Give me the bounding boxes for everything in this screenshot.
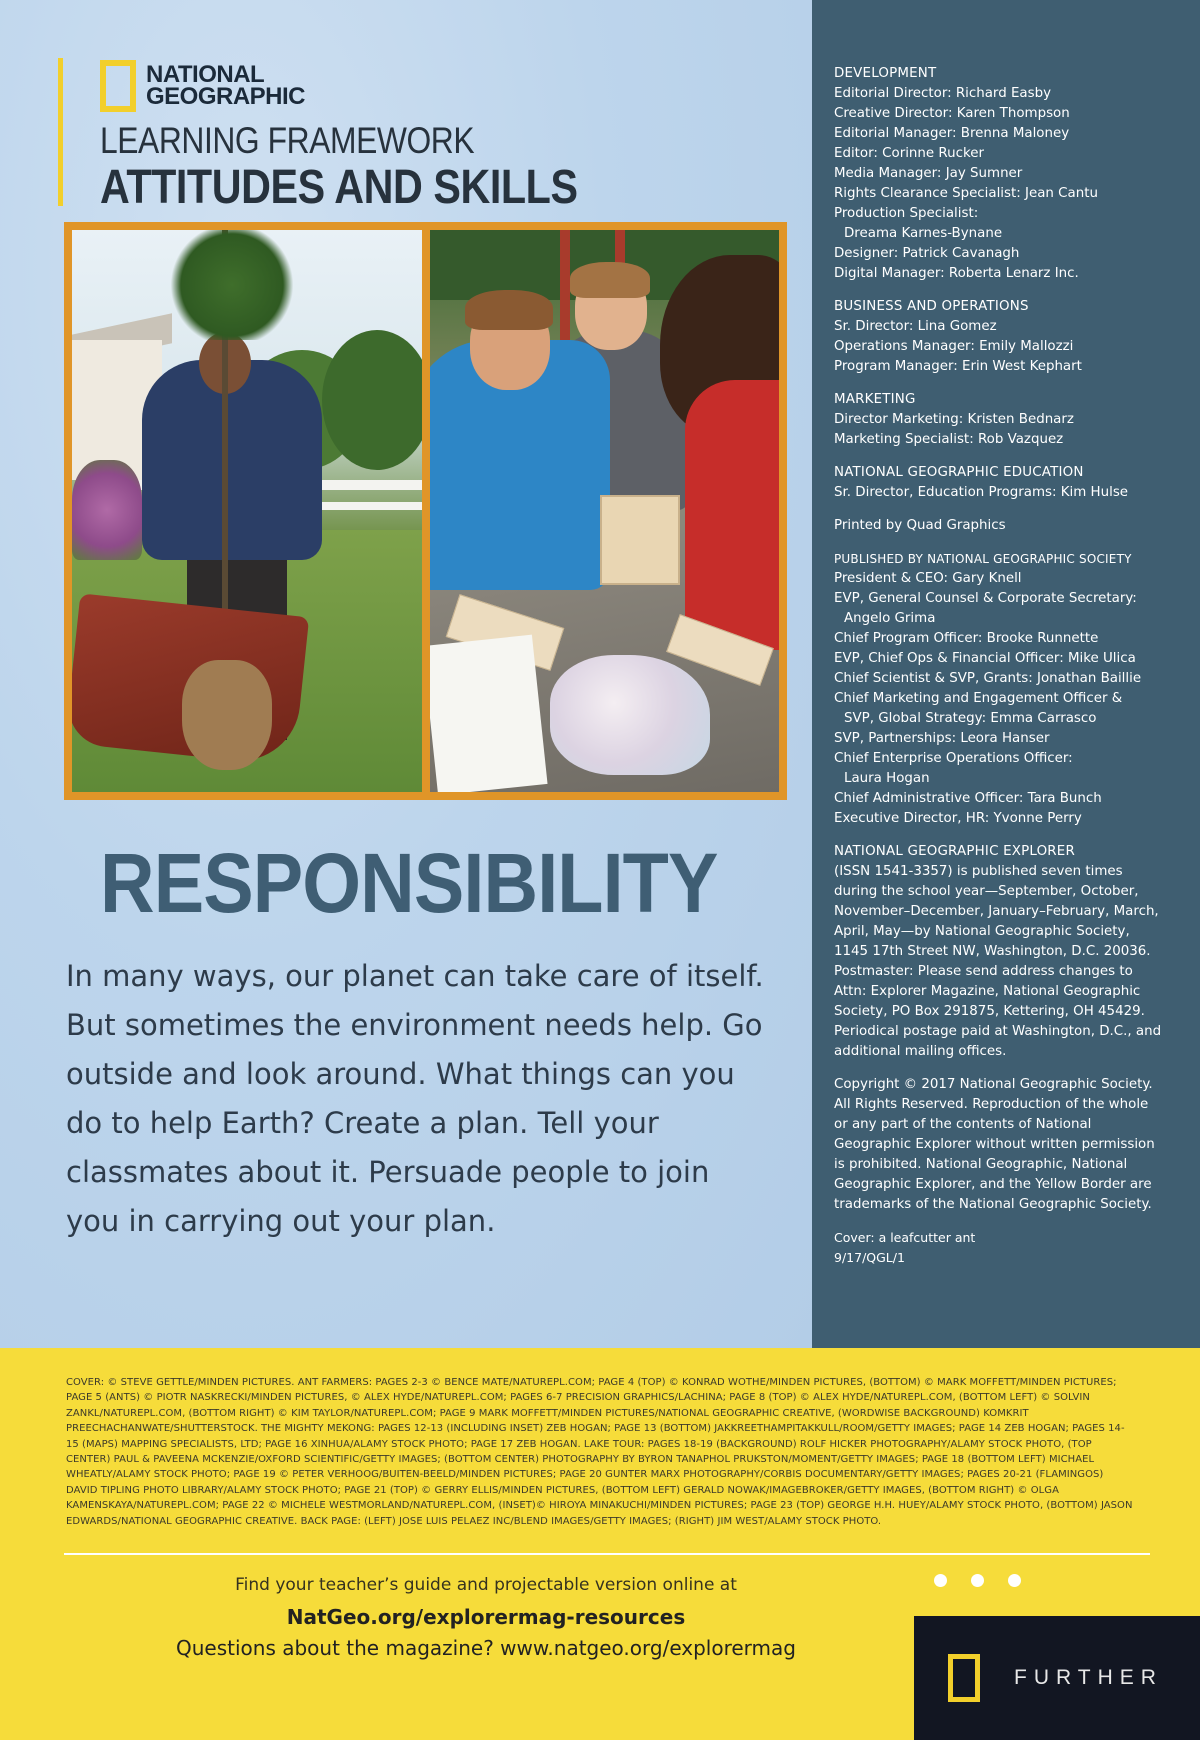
masthead-business <box>834 297 1200 377</box>
background-tree-shape <box>322 330 422 470</box>
masthead-copyright <box>834 1075 1200 1215</box>
national-geographic-logo <box>100 58 305 114</box>
masthead-line: Production Specialist: <box>834 206 979 221</box>
masthead-society <box>834 549 1200 829</box>
photo-kids-building-birdhouse <box>430 230 779 792</box>
headline: RESPONSIBILITY <box>100 836 718 930</box>
masthead-line: SVP, Partnerships: Leora Hanser <box>834 731 1050 746</box>
masthead-explorer <box>834 842 1200 1062</box>
series-title: LEARNING FRAMEWORK <box>100 120 475 161</box>
photo-credits: COVER: © STEVE GETTLE/MINDEN PICTURES. ANT FARMERS: PAGES 2-3 © BENCE MATE/NATUREPL.COM; PAGE 4 (TOP) © KONRAD WOTHE/MINDEN PICTURES, (BOTTOM) © MARK MOFFETT/MINDEN PICTURES; PAGE 5 (ANTS) © PIOTR NASKRECKI/MINDEN PICTURES, © ALEX HYDE/NATUREPL.COM; PAGES 6-7 PRECISION GRAPHICS/LACHINA; PAGE 8 (TOP) © ALEX HYDE/NATUREPL.COM, (BOTTOM LEFT) © SOLVIN ZANKL/NATUREPL.COM, (BOTTOM RIGHT) © KIM TAYLOR/NATUREPL.COM; PAGE 9 MARK MOFFETT/MINDEN PICTURES/NATIONAL GEOGRAPHIC CREATIVE, (WORDWISE BACKGROUND) KOMKRIT PREECHACHANWATE/SHUTTERSTOCK. THE MIGHTY MEKONG: PAGES 12-13 (INCLUDING INSET) ZEB HOGAN; PAGE 13 (BOTTOM) JAKKREETHAMPITAKKULL/ROOM/GETTY IMAGES; PAGE 14 ZEB HOGAN; PAGES 14-15 (MAPS) MAPPING SPECIALISTS, LTD; PAGE 16 XINHUA/ALAMY STOCK PHOTO; PAGE 17 ZEB HOGAN. LAKE TOUR: PAGES 18-19 (BACKGROUND) ROLF HICKER PHOTOGRAPHY/ALAMY STOCK PHOTO, (TOP CENTER) PAUL & PAVEENA MCKENZIE/OXFORD SCIENTIFIC/GETTY IMAGES; (BOTTOM CENTER) PHOTOGRAPHY BY BYRON TANAPHOL PRUKSTON/MOMENT/GETTY IMAGES; PAGE 18 (BOTTOM LEFT) MICHAEL WHEATLY/ALAMY STOCK PHOTO; PAGE 19 © PETER VERHOOG/BUITEN-BEELD/MINDEN PICTURES; PAGE 20 GUNTER MARX PHOTOGRAPHY/CORBIS DOCUMENTARY/GETTY IMAGES; PAGES 20-21 (FLAMINGOS) DAVID TIPLING PHOTO LIBRARY/ALAMY STOCK PHOTO; PAGE 21 (TOP) © GERRY ELLIS/MINDEN PICTURES, (BOTTOM LEFT) GERALD NOWAK/IMAGEBROKER/GETTY IMAGES, (BOTTOM RIGHT) © OLGA KAMENSKAYA/NATUREPL.COM; PAGE 22 © MICHELE WESTMORLAND/NATUREPL.COM, (INSET)© HIROYA MINAKUCHI/MINDEN PICTURES; PAGE 23 (TOP) GEORGE H.H. HUEY/ALAMY STOCK PHOTO, (BOTTOM) JASON EDWARDS/NATIONAL GEOGRAPHIC CREATIVE. BACK PAGE: (LEFT) JOSE LUIS PELAEZ INC/BLEND IMAGES/GETTY IMAGES; (RIGHT) JIM WEST/ALAMY STOCK PHOTO. <box>66 1377 1133 1527</box>
masthead-line: Executive Director, HR: Yvonne Perry <box>834 811 1082 826</box>
masthead-development <box>834 64 1200 284</box>
masthead-line: EVP, General Counsel & Corporate Secretary: <box>834 591 1137 606</box>
masthead-line: President & CEO: Gary Knell <box>834 571 1022 586</box>
paper-sheet-shape <box>430 635 548 792</box>
sapling-leaves-shape <box>167 230 297 340</box>
masthead-line: Editorial Director: Richard Easby <box>834 86 1052 101</box>
masthead-line: Sr. Director: Lina Gomez <box>834 319 997 334</box>
yellow-border-icon <box>100 60 136 112</box>
masthead-line: Designer: Patrick Cavanagh <box>834 246 1020 261</box>
masthead-line: Media Manager: Jay Sumner <box>834 166 1023 181</box>
masthead-line: Marketing Specialist: Rob Vazquez <box>834 432 1064 447</box>
yellow-border-icon <box>948 1654 980 1702</box>
copyright-statement: Copyright © 2017 National Geographic Society. All Rights Reserved. Reproduction of the whole or any part of the contents of National Geographic Explorer without written permission is prohibited. National Geographic, National Geographic Explorer, and the Yellow Border are trademarks of the National Geographic Society. <box>834 1077 1155 1212</box>
masthead-line: Laura Hogan <box>844 771 930 786</box>
photo-boy-planting-tree <box>72 230 422 792</box>
masthead-line: Operations Manager: Emily Mallozzi <box>834 339 1074 354</box>
further-label: FURTHER <box>1014 1666 1163 1689</box>
section-heading: MARKETING <box>834 392 916 407</box>
masthead-line: Dreama Karnes-Bynane <box>844 226 1003 241</box>
body-text: In many ways, our planet can take care of itself. But sometimes the environment needs help. Go outside and look around. What things can you do to help Earth? Create a plan. Tell your classmates about it. Persuade people to join you in carrying out your plan. <box>66 959 764 1238</box>
masthead-line: Digital Manager: Roberta Lenarz Inc. <box>834 266 1079 281</box>
masthead-line: Editor: Corinne Rucker <box>834 146 984 161</box>
masthead-line: Chief Scientist & SVP, Grants: Jonathan Baillie <box>834 671 1142 686</box>
birdhouse-shape <box>600 495 680 585</box>
printed-by: Printed by Quad Graphics <box>834 518 1006 533</box>
dot-icon <box>1008 1574 1021 1587</box>
masthead-line: Editorial Manager: Brenna Maloney <box>834 126 1070 141</box>
magazine-questions-link[interactable]: Questions about the magazine? www.natgeo.org/explorermag <box>176 1636 796 1660</box>
masthead-line: Chief Administrative Officer: Tara Bunch <box>834 791 1102 806</box>
masthead-line: EVP, Chief Ops & Financial Officer: Mike Ulica <box>834 651 1136 666</box>
masthead-line: Chief Marketing and Engagement Officer & <box>834 691 1123 706</box>
footer-divider <box>64 1553 1150 1555</box>
section-heading: DEVELOPMENT <box>834 66 937 81</box>
cover-caption: Cover: a leafcutter ant <box>834 1230 976 1245</box>
masthead-line: Sr. Director, Education Programs: Kim Hulse <box>834 485 1129 500</box>
root-ball-shape <box>182 660 272 770</box>
publication-statement: (ISSN 1541-3357) is published seven times during the school year—September, October, November–December, January–February, March, April, May—by National Geographic Society, 1145 17th Street NW, Washington, D.C. 20036. Postmaster: Please send address changes to Attn: Explorer Magazine, National Geographic Society, PO Box 291875, Kettering, OH 45429. Periodical postage paid at Washington, D.C., and additional mailing offices. <box>834 864 1162 1059</box>
section-heading: PUBLISHED BY NATIONAL GEOGRAPHIC SOCIETY <box>834 552 1132 566</box>
print-code: 9/17/QGL/1 <box>834 1250 905 1265</box>
masthead-education <box>834 463 1200 503</box>
masthead-line: Creative Director: Karen Thompson <box>834 106 1070 121</box>
masthead-line: Rights Clearance Specialist: Jean Cantu <box>834 186 1098 201</box>
section-heading: NATIONAL GEOGRAPHIC EXPLORER <box>834 844 1075 859</box>
dot-icon <box>971 1574 984 1587</box>
dot-icon <box>934 1574 947 1587</box>
masthead-cover-note <box>834 1228 1200 1268</box>
masthead-line: Director Marketing: Kristen Bednarz <box>834 412 1074 427</box>
kid-red-shirt-shape <box>685 380 779 650</box>
photo-frame <box>64 222 787 800</box>
decorative-dots <box>934 1574 1021 1587</box>
logo-line-1: NATIONAL <box>146 61 265 88</box>
cloth-shape <box>550 655 710 775</box>
masthead-line: Chief Enterprise Operations Officer: <box>834 751 1073 766</box>
masthead-line: SVP, Global Strategy: Emma Carrasco <box>844 711 1097 726</box>
masthead-panel <box>812 0 1200 1348</box>
masthead-line: Angelo Grima <box>844 611 936 626</box>
flower-bed-shape <box>72 460 142 560</box>
masthead-marketing <box>834 390 1200 450</box>
masthead-line: Chief Program Officer: Brooke Runnette <box>834 631 1099 646</box>
kid-grey-hair-shape <box>570 262 650 298</box>
section-heading: BUSINESS AND OPERATIONS <box>834 299 1029 314</box>
kid-blue-hair-shape <box>465 290 553 330</box>
further-badge <box>914 1616 1200 1740</box>
logo-wordmark <box>146 61 306 110</box>
logo-line-2: GEOGRAPHIC <box>146 83 306 110</box>
theme-title: ATTITUDES AND SKILLS <box>100 161 578 214</box>
yellow-accent-bar <box>58 58 63 206</box>
masthead-printer <box>834 516 1200 536</box>
resources-link[interactable]: NatGeo.org/explorermag-resources <box>286 1605 686 1629</box>
teacher-guide-note: Find your teacher’s guide and projectable version online at <box>235 1575 737 1595</box>
masthead-line: Program Manager: Erin West Kephart <box>834 359 1082 374</box>
section-heading: NATIONAL GEOGRAPHIC EDUCATION <box>834 465 1084 480</box>
